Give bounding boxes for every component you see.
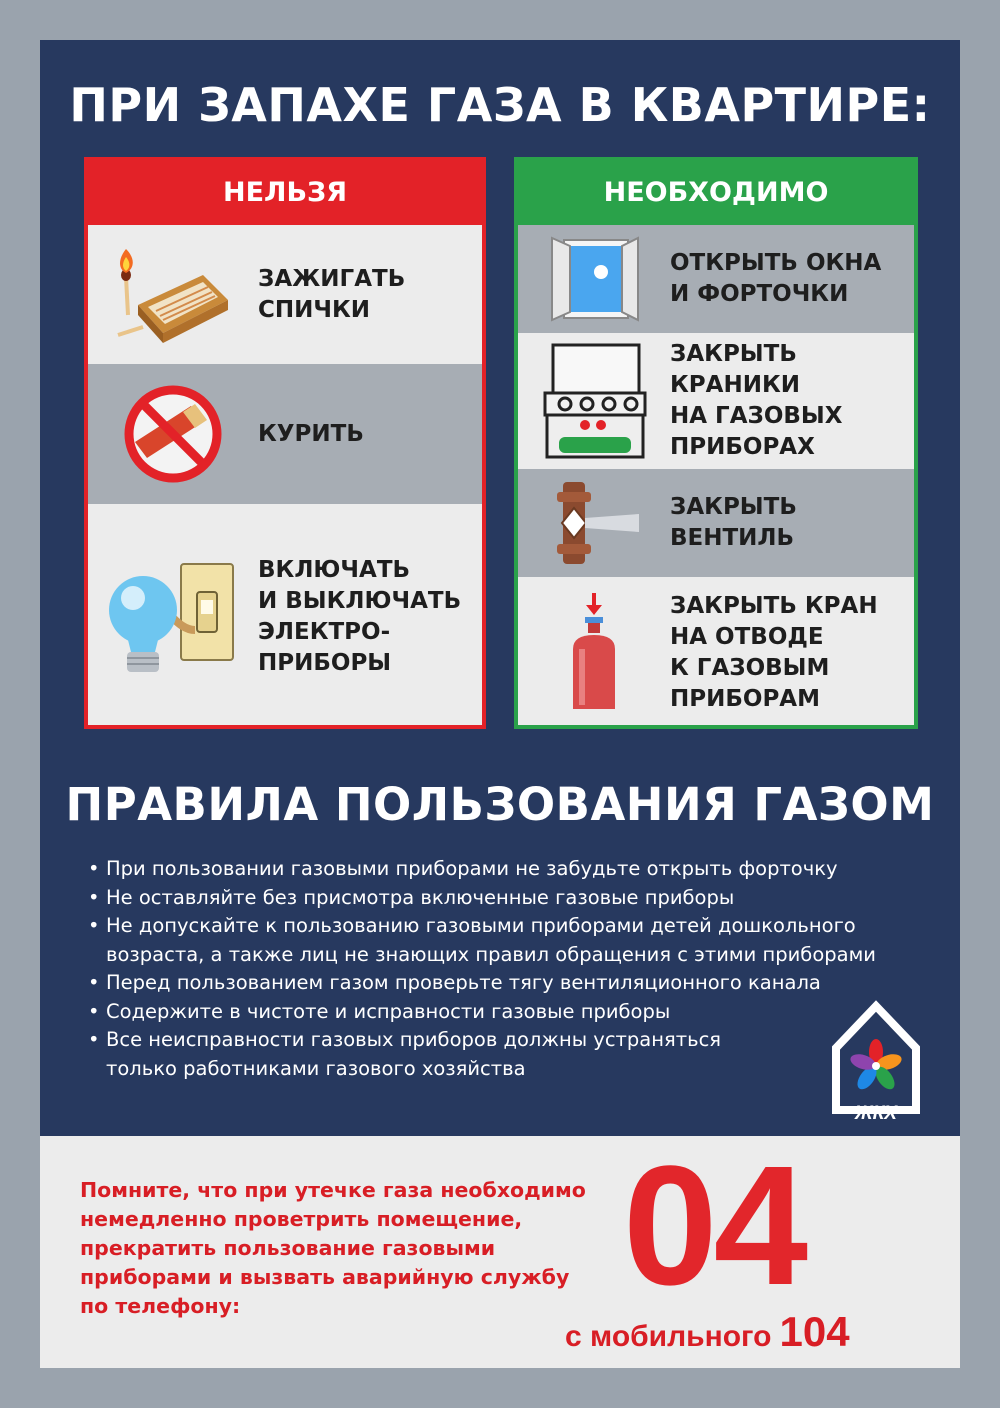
forbidden-item-label: КУРИТЬ [258,420,364,447]
no-smoking-icon [88,382,258,486]
required-item-label: ЗАКРЫТЬ КРАНИКИ НА ГАЗОВЫХ ПРИБОРАХ [670,341,843,460]
poster [40,40,960,1368]
lightbulb-switch-icon [88,552,258,682]
rule-item: • Не допускайте к пользованию газовыми приборами детей дошкольного возраста, а также лиц не знающих правил обращения с этими приборами [88,912,948,969]
forbidden-panel [84,157,486,729]
emergency-number: 04 [623,1131,805,1321]
required-panel [514,157,918,729]
forbidden-item-label: ЗАЖИГАТЬ СПИЧКИ [258,265,406,323]
rule-item: • Не оставляйте без присмотра включенные газовые приборы [88,884,948,913]
rule-item: • При пользовании газовыми приборами не забудьте открыть форточку [88,855,948,884]
matches-icon [88,245,258,345]
gas-cylinder-icon [518,591,670,715]
rule-item: • Все неисправности газовых приборов должны устраняться только работниками газового хозяйства [88,1026,746,1083]
required-item-stove [518,333,914,469]
forbidden-item-label: ВКЛЮЧАТЬ И ВЫКЛЮЧАТЬ ЭЛЕКТРО- ПРИБОРЫ [258,556,462,676]
logo-text: ЖКХ [855,1103,897,1120]
forbidden-item-electric [88,504,482,729]
mobile-prefix: с мобильного [565,1320,772,1353]
mobile-line [565,1308,850,1356]
required-item-valve [518,469,914,577]
gas-stove-icon [518,341,670,461]
warning-text: Помните, что при утечке газа необходимо немедленно проветрить помещение, прекратить пользование газовыми приборами и вызвать аварийную службу по телефону: [80,1178,586,1318]
required-item-label: ЗАКРЫТЬ КРАН НА ОТВОДЕ К ГАЗОВЫМ ПРИБОРАМ [670,593,878,712]
mobile-number: 104 [779,1308,850,1355]
required-item-label: ОТКРЫТЬ ОКНА И ФОРТОЧКИ [670,250,882,307]
forbidden-item-smoking [88,364,482,504]
emergency-section [40,1131,960,1368]
forbidden-header: НЕЛЬЗЯ [88,161,482,225]
rule-item: • Перед пользованием газом проверьте тягу вентиляционного канала [88,969,948,998]
required-item-windows [518,225,914,333]
required-header: НЕОБХОДИМО [518,161,914,225]
rules-list [88,855,948,1083]
required-item-label: ЗАКРЫТЬ ВЕНТИЛЬ [670,494,797,551]
zhkh-logo [830,998,922,1120]
required-item-cylinder [518,577,914,729]
rules-title: ПРАВИЛА ПОЛЬЗОВАНИЯ ГАЗОМ [65,778,935,831]
forbidden-item-matches [88,225,482,364]
window-icon [518,234,670,324]
page-title: ПРИ ЗАПАХЕ ГАЗА В КВАРТИРЕ: [69,78,931,132]
rule-item: • Содержите в чистоте и исправности газовые приборы [88,998,948,1027]
valve-icon [518,478,670,568]
